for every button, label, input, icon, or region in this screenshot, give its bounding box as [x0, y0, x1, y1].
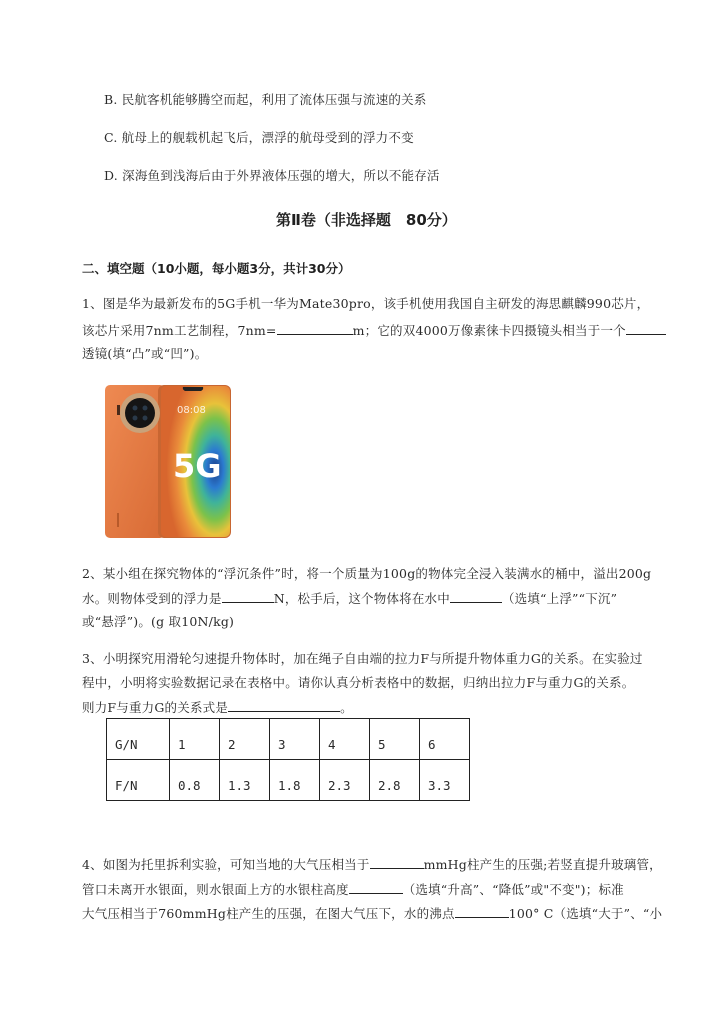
option-d: D. 深海鱼到浅海后由于外界液体压强的增大，所以不能存活	[104, 168, 440, 183]
q3-text-a: 则力F与重力G的关系式是	[82, 700, 229, 715]
table-cell: 4	[320, 719, 370, 760]
q4-text-e: 大气压相当于760mmHg柱产生的压强，在图大气压下，水的沸点	[82, 906, 455, 921]
section-heading: 二、填空题（10小题，每小题3分，共计30分）	[82, 261, 351, 276]
q2-text-c: （选填“上浮”“下沉”	[501, 591, 618, 606]
q1-line1: 1、图是华为最新发布的5G手机一华为Mate30pro，该手机使用我国自主研发的海思麒麟990芯片，	[82, 296, 650, 311]
svg-text:08:08: 08:08	[177, 405, 206, 416]
q1-line2	[82, 322, 666, 339]
q4-text-d: （选填“升高”、“降低”或"不变")；标准	[402, 882, 624, 897]
q2-text-b: N，松手后，这个物体将在水中	[273, 591, 450, 606]
q3-line1: 3、小明探究用滑轮匀速提升物体时，加在绳子自由端的拉力F与所提升物体重力G的关系。在实验过	[82, 651, 643, 666]
table-cell: 3.3	[420, 760, 470, 801]
q1-text-b: m；它的双4000万像素徕卡四摄镜头相当于一个	[352, 323, 626, 338]
option-b: B. 民航客机能够腾空而起，利用了流体压强与流速的关系	[104, 92, 427, 107]
q1-line3: 透镜(填“凸”或“凹”)。	[82, 346, 208, 361]
table-row	[107, 760, 470, 801]
table-cell: 1.8	[270, 760, 320, 801]
option-c: C. 航母上的舰载机起飞后，漂浮的航母受到的浮力不变	[104, 130, 414, 145]
q1-blank-2[interactable]	[626, 322, 666, 335]
q3-line2: 程中，小明将实验数据记录在表格中。请你认真分析表格中的数据，归纳出拉力F与重力G的关系。	[82, 675, 635, 690]
q4-blank-3[interactable]	[455, 905, 509, 918]
q2-blank-1[interactable]	[222, 590, 274, 603]
q1-text-a: 该芯片采用7nm工艺制程，7nm=	[82, 323, 277, 338]
huawei-mate30pro-icon	[103, 383, 233, 540]
q4-line3	[82, 905, 662, 922]
q4-blank-1[interactable]	[370, 856, 424, 869]
q4-blank-2[interactable]	[349, 881, 403, 894]
q2-blank-2[interactable]	[450, 590, 502, 603]
table-cell: 6	[420, 719, 470, 760]
q2-line1: 2、某小组在探究物体的“浮沉条件”时，将一个质量为100g的物体完全浸入装满水的桶中，溢出200g	[82, 566, 652, 581]
table-cell: 5	[370, 719, 420, 760]
q4-text-c: 管口未离开水银面，则水银面上方的水银柱高度	[82, 882, 349, 897]
q4-text-a: 4、如图为托里拆利实验，可知当地的大气压相当于	[82, 857, 370, 872]
table-cell: 3	[270, 719, 320, 760]
svg-text:5G: 5G	[173, 447, 222, 485]
q2-line2	[82, 590, 617, 607]
q1-blank-1[interactable]	[277, 322, 353, 335]
q3-line3	[82, 699, 353, 716]
table-cell: 2	[220, 719, 270, 760]
table-cell: F/N	[107, 760, 170, 801]
table-cell: 1.3	[220, 760, 270, 801]
q4-text-b: mmHg柱产生的压强;若竖直提升玻璃管，	[423, 857, 662, 872]
table-cell: 0.8	[170, 760, 220, 801]
table-cell: 1	[170, 719, 220, 760]
table-cell: 2.8	[370, 760, 420, 801]
q3-blank-1[interactable]	[228, 699, 340, 712]
part-title: 第Ⅱ卷（非选择题 80分）	[276, 211, 457, 229]
q4-line1	[82, 856, 662, 873]
q2-text-a: 水。则物体受到的浮力是	[82, 591, 222, 606]
data-table	[106, 718, 470, 801]
table-cell: 2.3	[320, 760, 370, 801]
table-row	[107, 719, 470, 760]
phone-image	[103, 383, 233, 540]
q3-text-b: 。	[340, 700, 353, 715]
table-cell: G/N	[107, 719, 170, 760]
q4-line2	[82, 881, 624, 898]
q4-text-f: 100° C（选填“大于”、“小	[508, 906, 663, 921]
q2-line3: 或“悬浮”)。(g 取10N/kg)	[82, 614, 235, 629]
